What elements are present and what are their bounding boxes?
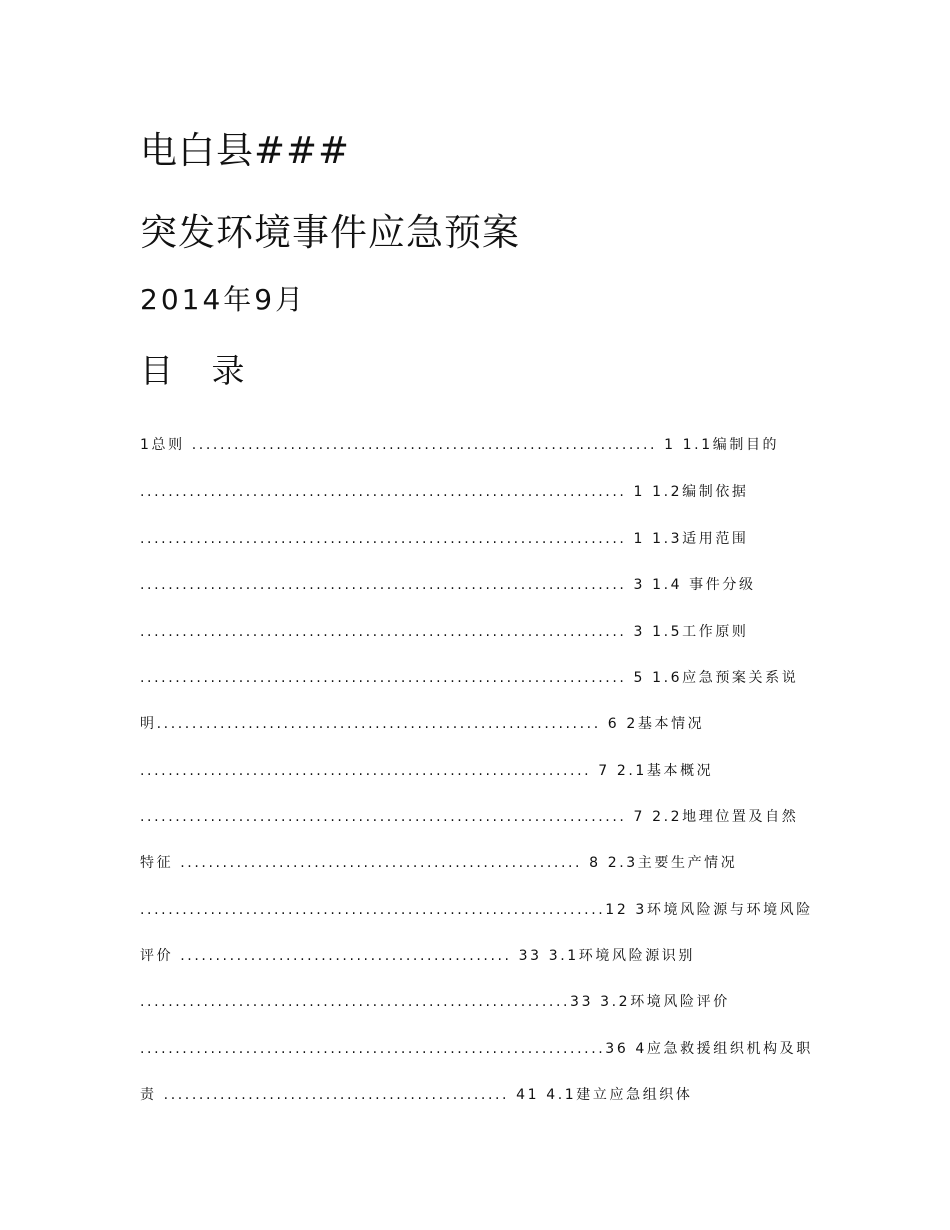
toc-line: ..................................................................... 3 1.4 事件分级: [140, 577, 756, 593]
toc-line: 特征 ......................................................... 8 2.3主要生产情况: [140, 855, 738, 871]
toc-line: ..................................................................... 7 2.2地理位置及自然: [140, 809, 799, 825]
toc-line: .............................................................33 3.2环境风险评价: [140, 994, 730, 1010]
toc-heading: 目 录: [140, 351, 259, 390]
toc-line: 评价 ............................................... 33 3.1环境风险源识别: [140, 948, 695, 964]
toc-line: 责 ................................................. 41 4.1建立应急组织体: [140, 1087, 693, 1103]
toc-line: 1总则 .................................................................. 1 1.1编制目的: [140, 437, 780, 453]
toc-line: ..................................................................... 3 1.5工作原则: [140, 624, 749, 640]
toc-line: ..................................................................... 5 1.6应急预案关系说: [140, 670, 799, 686]
toc-line: ..................................................................12 3环境风险源与环境风险: [140, 902, 813, 918]
document-title-line-1: 电白县###: [140, 129, 351, 172]
document-date: 2014年9月: [140, 283, 307, 316]
toc-line: ..................................................................... 1 1.3适用范围: [140, 531, 749, 547]
toc-line: 明............................................................... 6 2基本情况: [140, 716, 705, 732]
document-title-line-2: 突发环境事件应急预案: [140, 211, 520, 254]
toc-line: ..................................................................36 4应急救援组织机构及职: [140, 1041, 813, 1057]
toc-line: ..................................................................... 1 1.2编制依据: [140, 484, 749, 500]
toc-line: ................................................................ 7 2.1基本概况: [140, 763, 714, 779]
